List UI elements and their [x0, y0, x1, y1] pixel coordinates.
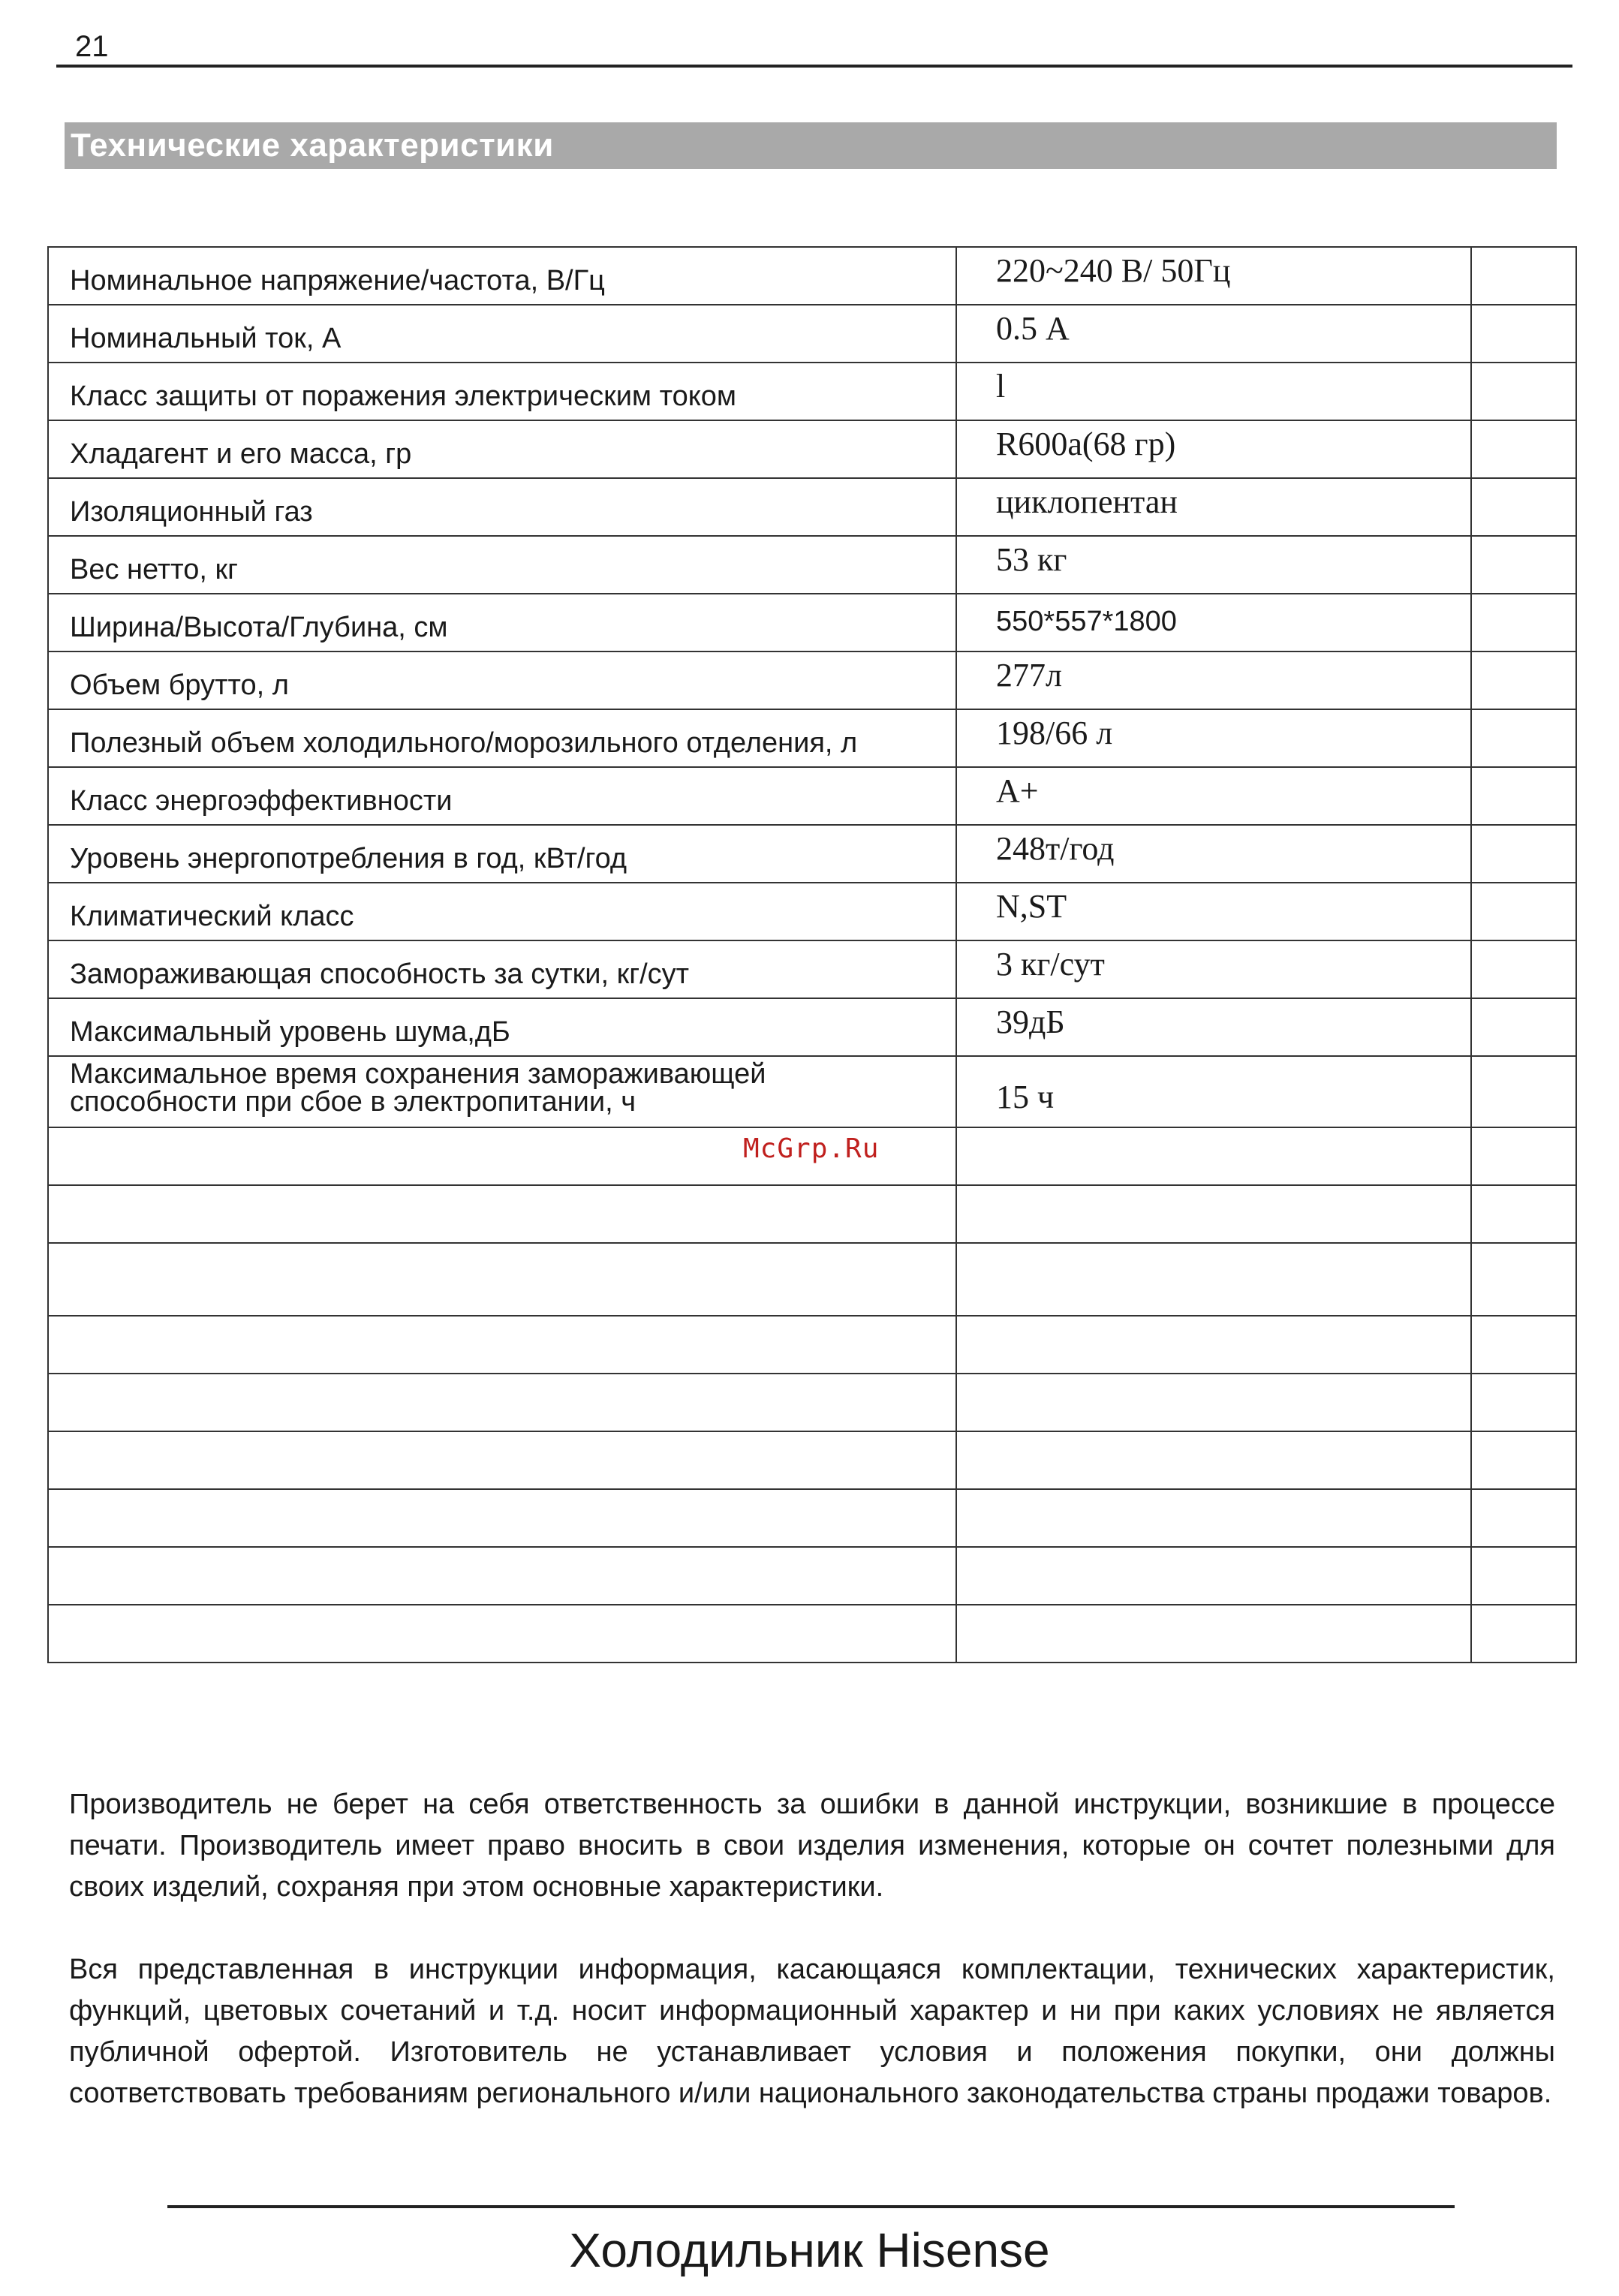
spec-label-line: способности при сбое в электропитании, ч [70, 1085, 636, 1118]
spec-extra-cell [1471, 1056, 1576, 1127]
table-row [48, 478, 1576, 536]
table-row [48, 594, 1576, 651]
spec-extra-cell [1471, 594, 1576, 651]
spec-value: 550*557*1800 [956, 594, 1471, 651]
spec-label: Замораживающая способность за сутки, кг/сут [48, 940, 956, 998]
spec-value: 15 ч [956, 1056, 1471, 1127]
table-row [48, 305, 1576, 363]
spec-value: 53 кг [956, 536, 1471, 594]
table-row [48, 709, 1576, 767]
spec-value: 39дБ [956, 998, 1471, 1056]
table-row [48, 1056, 1576, 1127]
empty-row [48, 1185, 1576, 1243]
spec-extra-cell [1471, 651, 1576, 709]
spec-label: Ширина/Высота/Глубина, см [48, 594, 956, 651]
spec-label [48, 1056, 956, 1127]
watermark: McGrp.Ru [743, 1133, 880, 1164]
empty-row [48, 1316, 1576, 1374]
specifications-table [47, 246, 1577, 1663]
empty-row [48, 1605, 1576, 1663]
spec-label: Класс защиты от поражения электрическим током [48, 363, 956, 420]
table-row [48, 883, 1576, 940]
spec-label: Максимальный уровень шума,дБ [48, 998, 956, 1056]
spec-label: Объем брутто, л [48, 651, 956, 709]
table-row [48, 998, 1576, 1056]
section-title: Технические характеристики [71, 127, 554, 164]
empty-row [48, 1489, 1576, 1547]
spec-extra-cell [1471, 305, 1576, 363]
header-rule [56, 65, 1572, 68]
spec-value: 0.5 А [956, 305, 1471, 363]
footer-rule [167, 2205, 1455, 2208]
spec-label: Хладагент и его масса, гр [48, 420, 956, 478]
spec-extra-cell [1471, 709, 1576, 767]
spec-label: Вес нетто, кг [48, 536, 956, 594]
spec-extra-cell [1471, 478, 1576, 536]
spec-extra-cell [1471, 825, 1576, 883]
footer-title: Холодильник Hisense [569, 2223, 1050, 2277]
table-row [48, 536, 1576, 594]
spec-label: Полезный объем холодильного/морозильного отделения, л [48, 709, 956, 767]
spec-label: Класс энергоэффективности [48, 767, 956, 825]
spec-value: 248т/год [956, 825, 1471, 883]
disclaimer-paragraph: Вся представленная в инструкции информация, касающаяся комплектации, технических характеристик, функций, цветовых сочетаний и т.д. носит информационный характер и ни при каких условиях не является публичной офертой. Изготовитель не устанавливает условия и положения покупки, они должны соответствовать требованиям регионального и/или национального законодательства страны продажи товаров. [69, 1954, 1555, 2109]
table-row [48, 420, 1576, 478]
spec-value: 3 кг/сут [956, 940, 1471, 998]
spec-extra-cell [1471, 536, 1576, 594]
spec-label: Изоляционный газ [48, 478, 956, 536]
empty-row [48, 1374, 1576, 1431]
spec-extra-cell [1471, 363, 1576, 420]
spec-extra-cell [1471, 998, 1576, 1056]
spec-value: 198/66 л [956, 709, 1471, 767]
spec-value: l [956, 363, 1471, 420]
spec-extra-cell [1471, 940, 1576, 998]
spec-extra-cell [1471, 767, 1576, 825]
empty-row [48, 1243, 1576, 1316]
table-row [48, 767, 1576, 825]
table-row [48, 363, 1576, 420]
empty-row [48, 1547, 1576, 1605]
spec-value: 220~240 В/ 50Гц [956, 247, 1471, 305]
spec-label: Климатический класс [48, 883, 956, 940]
spec-extra-cell [1471, 247, 1576, 305]
spec-label: Номинальное напряжение/частота, В/Гц [48, 247, 956, 305]
table-row [48, 651, 1576, 709]
spec-label-line: Максимальное время сохранения замораживающей [70, 1058, 766, 1090]
spec-value: R600a(68 гр) [956, 420, 1471, 478]
spec-extra-cell [1471, 420, 1576, 478]
empty-row [48, 1431, 1576, 1489]
page-number: 21 [75, 30, 109, 63]
spec-value: A+ [956, 767, 1471, 825]
table-row [48, 247, 1576, 305]
section-header-bar [65, 122, 1557, 169]
spec-extra-cell [1471, 883, 1576, 940]
disclaimer-paragraph: Производитель не берет на себя ответственность за ошибки в данной инструкции, возникшие в процессе печати. Производитель имеет право вносить в свои изделия изменения, которые он сочтет полезными для своих изделий, сохраняя при этом основные характеристики. [69, 1789, 1555, 1903]
spec-label: Номинальный ток, А [48, 305, 956, 363]
table-row [48, 825, 1576, 883]
spec-label: Уровень энергопотребления в год, кВт/год [48, 825, 956, 883]
spec-value: N,ST [956, 883, 1471, 940]
spec-value: 277л [956, 651, 1471, 709]
spec-value: циклопентан [956, 478, 1471, 536]
table-row [48, 940, 1576, 998]
